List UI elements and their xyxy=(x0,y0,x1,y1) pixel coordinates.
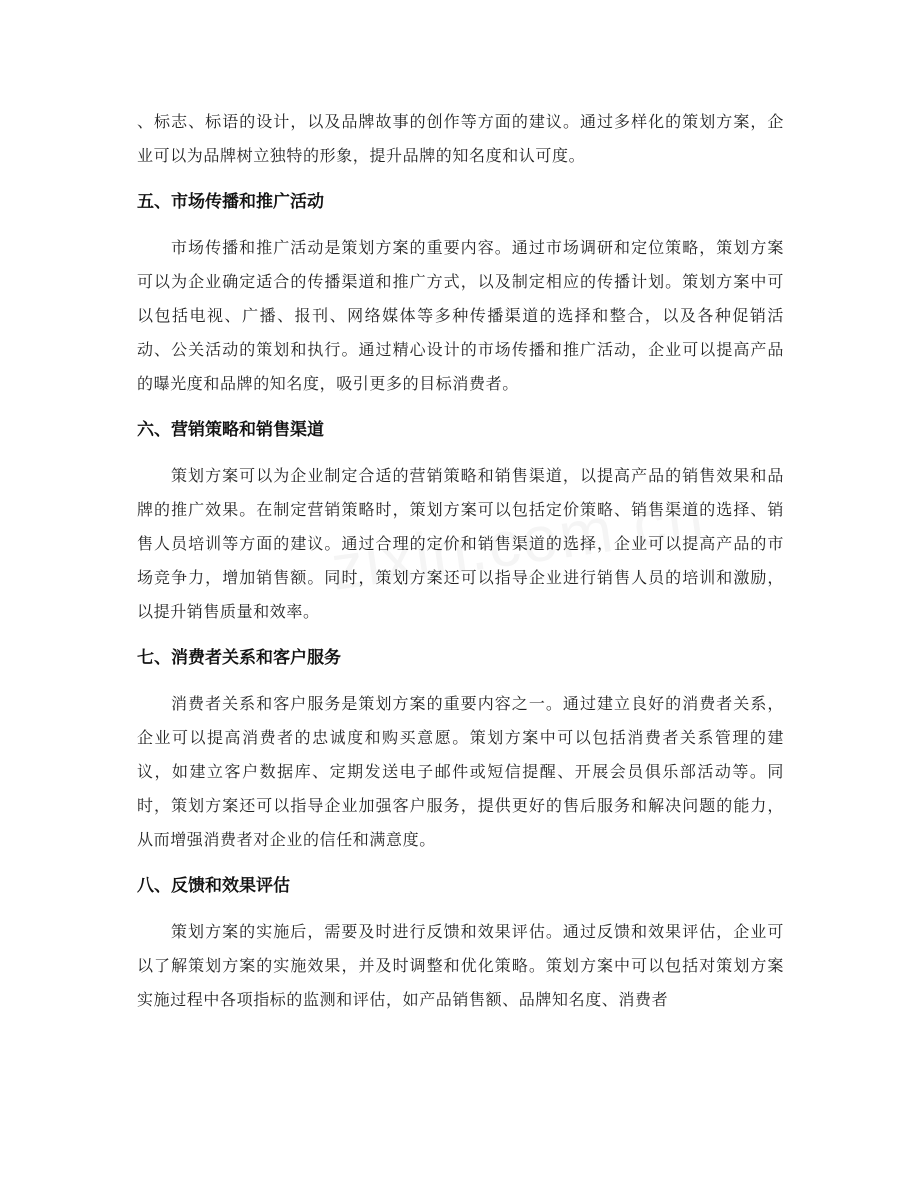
section-8 xyxy=(137,871,784,1017)
intro-paragraph: 、标志、标语的设计，以及品牌故事的创作等方面的建议。通过多样化的策划方案，企业可以为品牌树立独特的形象，提升品牌的知名度和认可度。 xyxy=(137,112,784,165)
section-7 xyxy=(137,643,784,857)
section-paragraph: 消费者关系和客户服务是策划方案的重要内容之一。通过建立良好的消费者关系，企业可以提高消费者的忠诚度和购买意愿。策划方案中可以包括消费者关系管理的建议，如建立客户数据库、定期发送电子邮件或短信提醒、开展会员俱乐部活动等。同时，策划方案还可以指导企业加强客户服务，提供更好的售后服务和解决问题的能力，从而增强消费者对企业的信任和满意度。 xyxy=(137,694,784,849)
section-heading: 七、消费者关系和客户服务 xyxy=(137,648,341,668)
section-paragraph: 策划方案的实施后，需要及时进行反馈和效果评估。通过反馈和效果评估，企业可以了解策划方案的实施效果，并及时调整和优化策略。策划方案中可以包括对策划方案实施过程中各项指标的监测和评估，如产品销售额、品牌知名度、消费者 xyxy=(137,922,784,1009)
section-heading: 八、反馈和效果评估 xyxy=(137,876,290,896)
document-page xyxy=(137,105,784,1031)
section-5 xyxy=(137,187,784,401)
section-heading: 六、营销策略和销售渠道 xyxy=(137,420,324,440)
section-heading: 五、市场传播和推广活动 xyxy=(137,192,324,212)
section-6 xyxy=(137,415,784,629)
section-paragraph: 策划方案可以为企业制定合适的营销策略和销售渠道，以提高产品的销售效果和品牌的推广效果。在制定营销策略时，策划方案可以包括定价策略、销售渠道的选择、销售人员培训等方面的建议。通过合理的定价和销售渠道的选择，企业可以提高产品的市场竞争力，增加销售额。同时，策划方案还可以指导企业进行销售人员的培训和激励，以提升销售质量和效率。 xyxy=(137,466,784,621)
section-paragraph: 市场传播和推广活动是策划方案的重要内容。通过市场调研和定位策略，策划方案可以为企业确定适合的传播渠道和推广方式，以及制定相应的传播计划。策划方案中可以包括电视、广播、报刊、网络媒体等多种传播渠道的选择和整合，以及各种促销活动、公关活动的策划和执行。通过精心设计的市场传播和推广活动，企业可以提高产品的曝光度和品牌的知名度，吸引更多的目标消费者。 xyxy=(137,238,784,393)
